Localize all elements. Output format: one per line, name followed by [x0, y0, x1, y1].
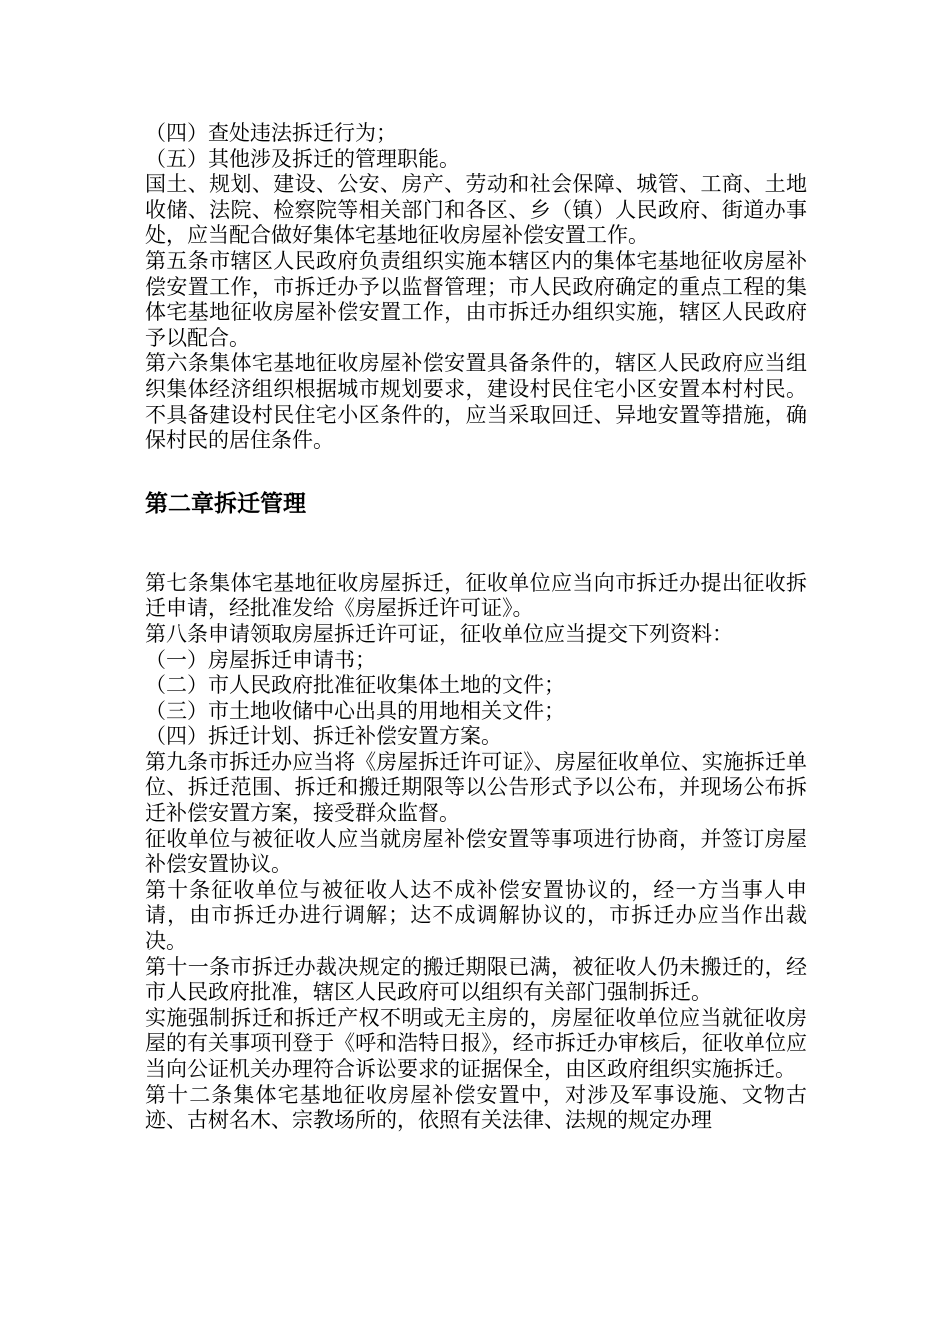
article-10: 第十条征收单位与被征收人达不成补偿安置协议的，经一方当事人申请，由市拆迁办进行调解；达不成调解协议的，市拆迁办应当作出裁决。 — [145, 877, 807, 954]
list-item: （四）拆迁计划、拆迁补偿安置方案。 — [145, 724, 502, 749]
article-12: 第十二条集体宅基地征收房屋补偿安置中，对涉及军事设施、文物古迹、古树名木、宗教场所的，依照有关法律、法规的规定办理 — [145, 1082, 807, 1133]
list-item: （三）市土地收储中心出具的用地相关文件； — [145, 698, 565, 723]
paragraph: （五）其他涉及拆迁的管理职能。 — [145, 146, 460, 171]
paragraph: 征收单位与被征收人应当就房屋补偿安置等事项进行协商，并签订房屋补偿安置协议。 — [145, 826, 807, 877]
article-9: 第九条市拆迁办应当将《房屋拆迁许可证》、房屋征收单位、实施拆迁单位、拆迁范围、拆迁和搬迁期限等以公告形式予以公布，并现场公布拆迁补偿安置方案，接受群众监督。 — [145, 749, 807, 826]
paragraph: 国土、规划、建设、公安、房产、劳动和社会保障、城管、工商、土地收储、法院、检察院等相关部门和各区、乡（镇）人民政府、街道办事处，应当配合做好集体宅基地征收房屋补偿安置工作。 — [145, 172, 807, 248]
article-7: 第七条集体宅基地征收房屋拆迁，征收单位应当向市拆迁办提出征收拆迁申请，经批准发给《房屋拆迁许可证》。 — [145, 570, 807, 621]
article-5: 第五条市辖区人民政府负责组织实施本辖区内的集体宅基地征收房屋补偿安置工作，市拆迁办予以监督管理；市人民政府确定的重点工程的集体宅基地征收房屋补偿安置工作，由市拆迁办组织实施，辖区人民政府予以配合。 — [145, 248, 807, 350]
article-6: 第六条集体宅基地征收房屋补偿安置具备条件的，辖区人民政府应当组织集体经济组织根据城市规划要求，建设村民住宅小区安置本村村民。不具备建设村民住宅小区条件的，应当采取回迁、异地安置等措施，确保村民的居住条件。 — [145, 351, 807, 453]
article-8: 第八条申请领取房屋拆迁许可证，征收单位应当提交下列资料： — [145, 621, 733, 646]
chapter-heading: 第二章拆迁管理 — [145, 490, 306, 517]
paragraph: （四）查处违法拆迁行为； — [145, 121, 397, 145]
list-item: （一）房屋拆迁申请书； — [145, 647, 376, 672]
list-item: （二）市人民政府批准征收集体土地的文件； — [145, 673, 565, 698]
article-11: 第十一条市拆迁办裁决规定的搬迁期限已满，被征收人仍未搬迁的，经市人民政府批准，辖区人民政府可以组织有关部门强制拆迁。 — [145, 954, 807, 1005]
document-page — [145, 121, 807, 1134]
paragraph: 实施强制拆迁和拆迁产权不明或无主房的，房屋征收单位应当就征收房屋的有关事项刊登于《呼和浩特日报》，经市拆迁办审核后，征收单位应当向公证机关办理符合诉讼要求的证据保全，由区政府组织实施拆迁。 — [145, 1005, 807, 1081]
spacer — [145, 519, 807, 571]
